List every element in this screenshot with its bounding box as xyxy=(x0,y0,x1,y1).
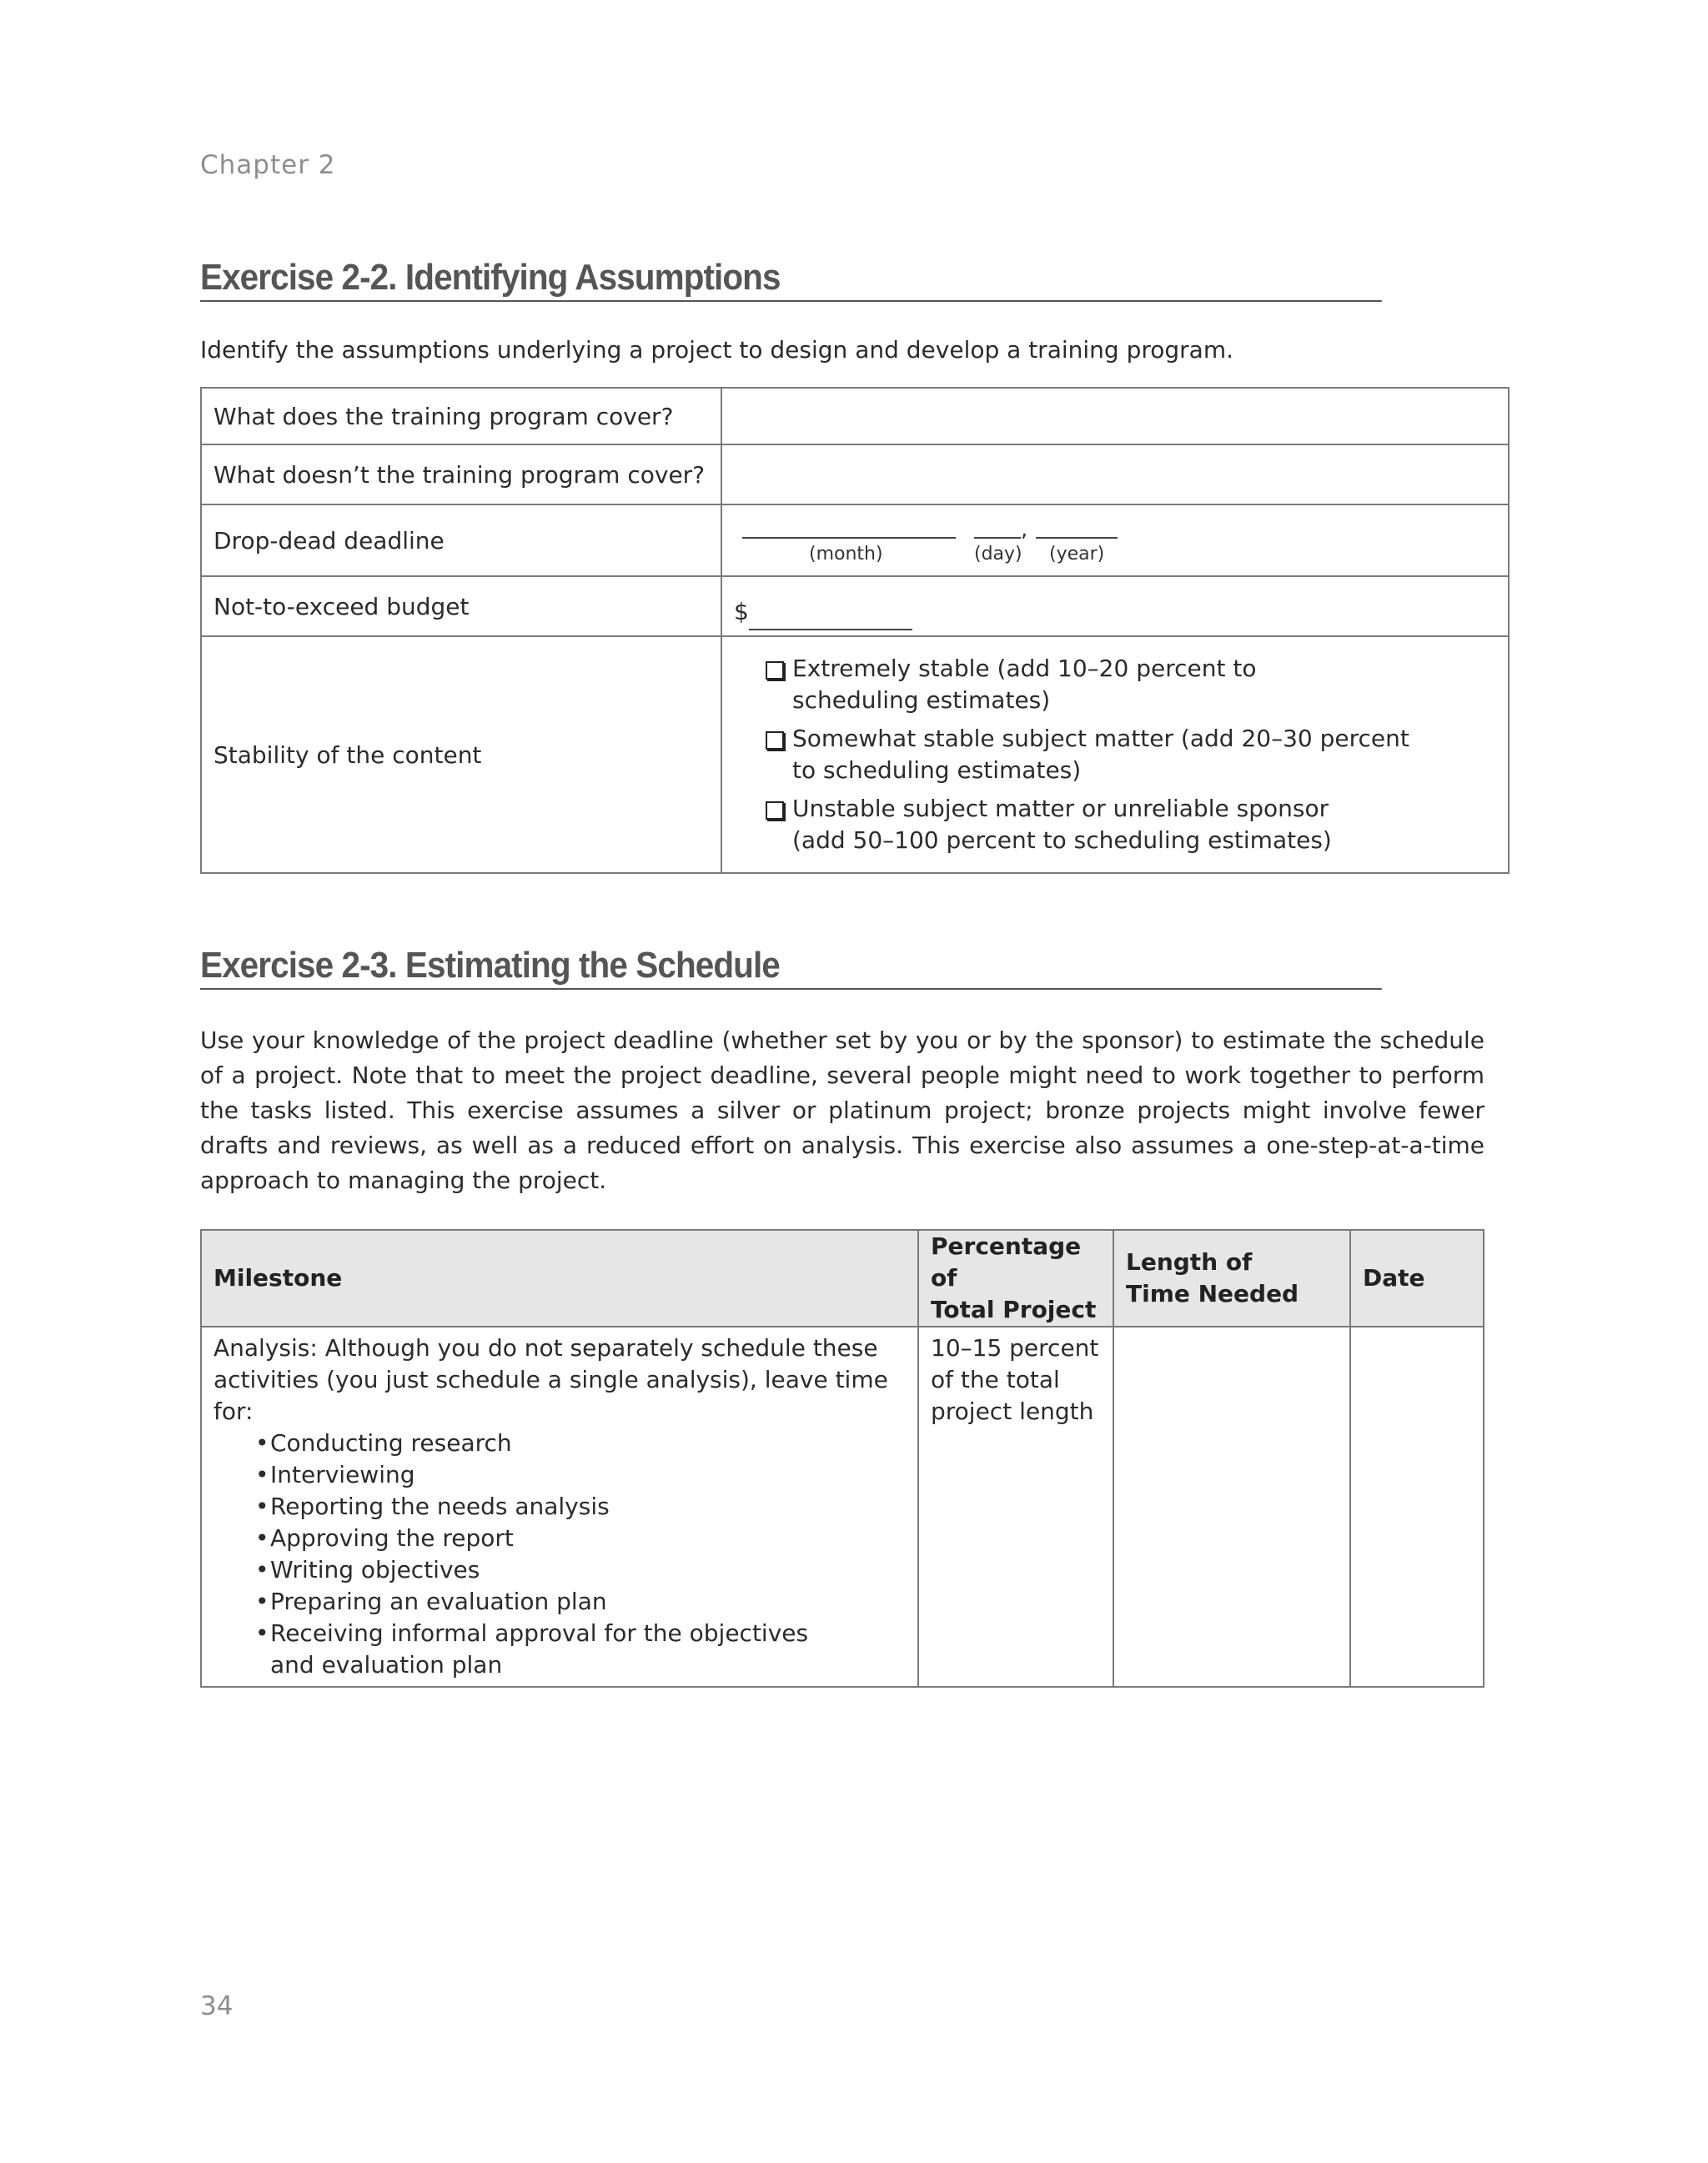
page-number: 34 xyxy=(200,1991,234,2021)
question-deadline: Drop-dead deadline xyxy=(201,504,721,576)
question-budget: Not-to-exceed budget xyxy=(201,576,721,636)
stability-option[interactable] xyxy=(766,793,1508,856)
list-item: • Conducting research xyxy=(255,1428,906,1459)
table-row xyxy=(201,444,1509,504)
date-field[interactable] xyxy=(1350,1327,1484,1687)
option-text: Somewhat stable subject matter (add 20–30 percent to scheduling estimates) xyxy=(792,725,1409,784)
exercise-2-2-title: Exercise 2-2. Identifying Assumptions xyxy=(200,257,1382,302)
checkbox-icon[interactable] xyxy=(766,731,784,750)
list-item: • Receiving informal approval for the objectives xyxy=(255,1618,906,1649)
exercise-2-2-intro: Identify the assumptions underlying a project to design and develop a training program. xyxy=(200,336,1233,364)
list-item: • Interviewing xyxy=(255,1459,906,1491)
table-row xyxy=(201,1327,1484,1687)
question-stability: Stability of the content xyxy=(201,636,721,873)
milestone-text: Analysis: Although you do not separately schedule these activities (you just schedule a single analysis), leave time for: xyxy=(214,1334,888,1425)
milestone-bullets xyxy=(214,1428,906,1681)
header-length: Length of Time Needed xyxy=(1113,1230,1350,1327)
header-percentage: Percentage of Total Project xyxy=(918,1230,1113,1327)
budget-answer-cell xyxy=(721,576,1509,636)
assumptions-table xyxy=(200,387,1510,874)
dollar-sign: $ xyxy=(734,597,749,625)
table-row xyxy=(201,636,1509,873)
schedule-table xyxy=(200,1229,1484,1688)
stability-checklist xyxy=(722,640,1508,870)
deadline-answer-cell xyxy=(721,504,1509,576)
answer-not-covers-field[interactable] xyxy=(721,444,1509,504)
option-text: Unstable subject matter or unreliable sponsor (add 50–100 percent to scheduling estimates) xyxy=(792,795,1332,854)
table-row xyxy=(201,504,1509,576)
table-row xyxy=(201,576,1509,636)
exercise-2-3-title: Exercise 2-3. Estimating the Schedule xyxy=(200,945,1382,990)
list-item: • Reporting the needs analysis xyxy=(255,1491,906,1523)
year-field[interactable] xyxy=(1036,537,1118,539)
option-text: Extremely stable (add 10–20 percent to scheduling estimates) xyxy=(792,655,1257,714)
month-field[interactable] xyxy=(742,537,956,539)
header-date: Date xyxy=(1350,1230,1484,1327)
table-row xyxy=(201,388,1509,444)
stability-option[interactable] xyxy=(766,723,1508,786)
table-header-row xyxy=(201,1230,1484,1327)
stability-options-cell xyxy=(721,636,1509,873)
exercise-2-3-intro: Use your knowledge of the project deadline (whether set by you or by the sponsor) to estimate the schedule of a project. Note that to meet the project deadline, several people might need to work together to perform the tasks listed. This exercise assumes a silver or platinum project; bronze projects might involve fewer drafts and reviews, as well as a reduced effort on analysis. This exercise also assumes a one-step-at-a-time approach to managing the project. xyxy=(200,1026,1484,1194)
list-item: • Writing objectives xyxy=(255,1554,906,1586)
length-field[interactable] xyxy=(1113,1327,1350,1687)
chapter-label: Chapter 2 xyxy=(200,150,336,180)
month-label: (month) xyxy=(809,544,883,565)
date-comma: , xyxy=(1021,517,1028,542)
question-not-covers: What doesn’t the training program cover? xyxy=(201,444,721,504)
checkbox-icon[interactable] xyxy=(766,661,784,680)
checkbox-icon[interactable] xyxy=(766,801,784,820)
list-item: • Preparing an evaluation plan xyxy=(255,1586,906,1618)
milestone-cell xyxy=(201,1327,918,1687)
stability-option[interactable] xyxy=(766,653,1508,716)
year-label: (year) xyxy=(1049,544,1105,565)
day-label: (day) xyxy=(974,544,1022,565)
answer-covers-field[interactable] xyxy=(721,388,1509,444)
list-item: • Approving the report xyxy=(255,1523,906,1554)
percentage-cell: 10–15 percent of the total project length xyxy=(918,1327,1113,1687)
budget-field[interactable] xyxy=(749,601,912,630)
header-milestone: Milestone xyxy=(201,1230,918,1327)
day-field[interactable] xyxy=(974,537,1021,539)
list-item-continuation: and evaluation plan xyxy=(270,1651,503,1679)
question-covers: What does the training program cover? xyxy=(201,388,721,444)
